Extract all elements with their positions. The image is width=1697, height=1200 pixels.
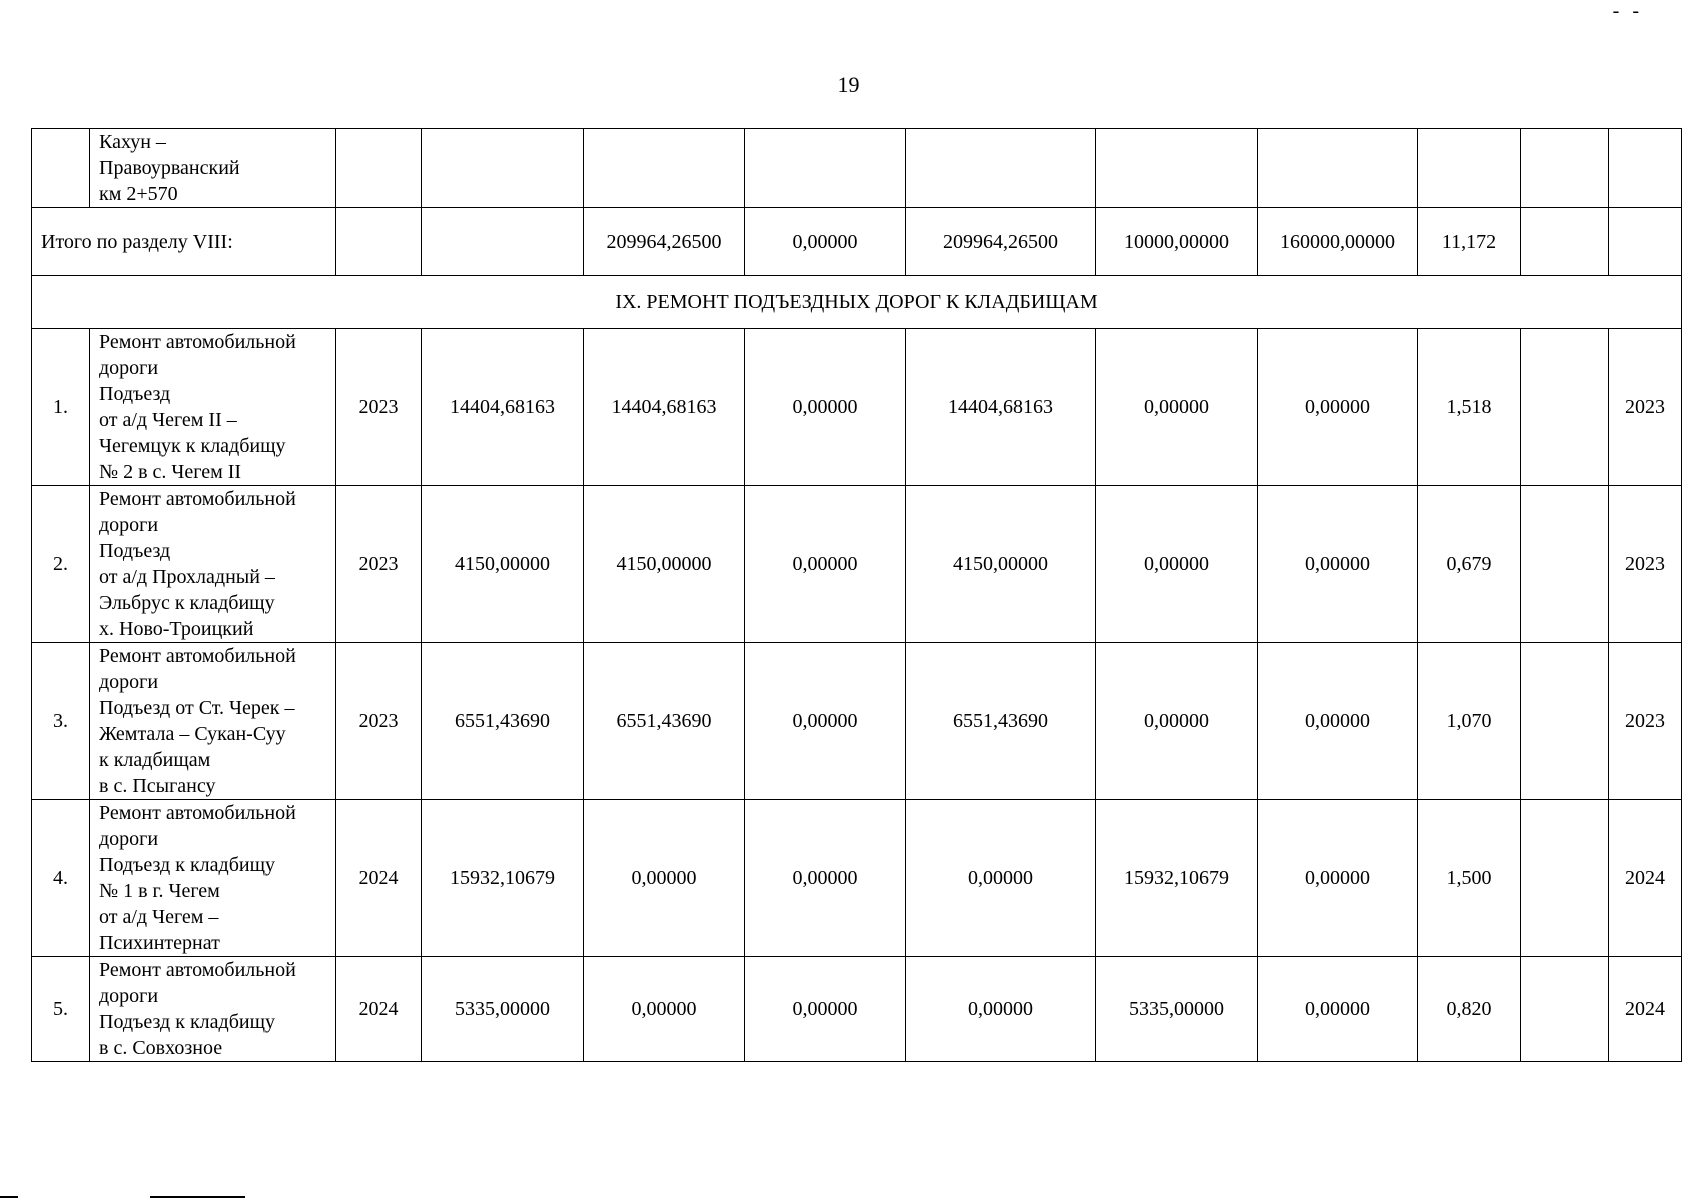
- total-cell: [336, 208, 422, 276]
- cell-year: 2023: [336, 486, 422, 643]
- table-row: [32, 329, 1682, 486]
- cell-empty: [1521, 800, 1609, 957]
- name-line: дороги: [99, 514, 159, 536]
- name-line: в с. Совхозное: [99, 1037, 223, 1059]
- table-row-total: [32, 208, 1682, 276]
- name-line: Психинтернат: [99, 932, 220, 954]
- total-cell: [1609, 208, 1682, 276]
- name-line: км 2+570: [99, 183, 178, 205]
- name-line: № 2 в с. Чегем II: [99, 461, 242, 483]
- cell-value: 0,00000: [745, 643, 906, 800]
- cell-value: 0,00000: [745, 957, 906, 1062]
- name-line: дороги: [99, 671, 159, 693]
- cell-value: 0,00000: [1258, 957, 1418, 1062]
- name-line: Ремонт автомобильной: [99, 959, 296, 981]
- cell-length: 1,070: [1418, 643, 1521, 800]
- cell-value: 14404,68163: [422, 329, 584, 486]
- name-line: х. Ново-Троицкий: [99, 618, 254, 640]
- cell-name: [90, 329, 336, 486]
- cell-value: 15932,10679: [422, 800, 584, 957]
- cell-empty: [1258, 129, 1418, 208]
- cell-year: 2023: [336, 643, 422, 800]
- name-line: Чегемцук к кладбищу: [99, 435, 286, 457]
- cell-value: 14404,68163: [906, 329, 1096, 486]
- corner-mark: - -: [1612, 0, 1643, 22]
- cell-num: [32, 129, 90, 208]
- total-cell: 0,00000: [745, 208, 906, 276]
- name-line: № 1 в г. Чегем: [99, 880, 220, 902]
- cell-length: 0,679: [1418, 486, 1521, 643]
- footnote-rule: [150, 1196, 245, 1198]
- cell-year: 2024: [336, 800, 422, 957]
- cell-end-year: 2024: [1609, 957, 1682, 1062]
- name-line: Подъезд от Ст. Черек –: [99, 697, 295, 719]
- cell-value: 0,00000: [1258, 800, 1418, 957]
- total-label: Итого по разделу VIII:: [32, 208, 336, 276]
- row-number: 2.: [32, 486, 90, 643]
- cell-year: 2023: [336, 329, 422, 486]
- total-cell: 209964,26500: [906, 208, 1096, 276]
- footnote-rule: [0, 1196, 18, 1198]
- cell-empty: [1418, 129, 1521, 208]
- cell-empty: [906, 129, 1096, 208]
- cell-value: 0,00000: [1258, 486, 1418, 643]
- cell-empty: [584, 129, 745, 208]
- name-line: Ремонт автомобильной: [99, 331, 296, 353]
- cell-empty: [1521, 486, 1609, 643]
- table-row: [32, 486, 1682, 643]
- cell-value: 0,00000: [745, 800, 906, 957]
- page-number: 19: [837, 72, 860, 97]
- cell-empty: [1521, 957, 1609, 1062]
- cell-value: 0,00000: [1096, 329, 1258, 486]
- cell-value: 4150,00000: [906, 486, 1096, 643]
- cell-value: 0,00000: [745, 329, 906, 486]
- works-table: [31, 128, 1682, 1062]
- total-cell: 11,172: [1418, 208, 1521, 276]
- name-line: от а/д Чегем II –: [99, 409, 237, 431]
- cell-end-year: 2024: [1609, 800, 1682, 957]
- section-title: IX. РЕМОНТ ПОДЪЕЗДНЫХ ДОРОГ К КЛАДБИЩАМ: [32, 276, 1682, 329]
- cell-empty: [1521, 129, 1609, 208]
- cell-length: 1,518: [1418, 329, 1521, 486]
- table-row: [32, 800, 1682, 957]
- cell-name: [90, 129, 336, 208]
- cell-value: 0,00000: [906, 957, 1096, 1062]
- name-line: Кахун –: [99, 131, 166, 153]
- cell-value: 0,00000: [584, 800, 745, 957]
- name-line: Подъезд: [99, 540, 171, 562]
- cell-end-year: 2023: [1609, 329, 1682, 486]
- cell-empty: [336, 129, 422, 208]
- cell-length: 1,500: [1418, 800, 1521, 957]
- name-line: Подъезд: [99, 383, 171, 405]
- cell-value: 0,00000: [1258, 329, 1418, 486]
- cell-value: 5335,00000: [422, 957, 584, 1062]
- name-line: Ремонт автомобильной: [99, 645, 296, 667]
- cell-value: 14404,68163: [584, 329, 745, 486]
- cell-value: 0,00000: [906, 800, 1096, 957]
- cell-value: 6551,43690: [584, 643, 745, 800]
- total-cell: 209964,26500: [584, 208, 745, 276]
- cell-empty: [1521, 329, 1609, 486]
- name-line: дороги: [99, 985, 159, 1007]
- name-line: Подъезд к кладбищу: [99, 854, 275, 876]
- row-number: 4.: [32, 800, 90, 957]
- cell-value: 15932,10679: [1096, 800, 1258, 957]
- table-row-continued: [32, 129, 1682, 208]
- cell-value: 6551,43690: [906, 643, 1096, 800]
- cell-name: [90, 486, 336, 643]
- cell-value: 0,00000: [1096, 486, 1258, 643]
- table-row: [32, 643, 1682, 800]
- cell-end-year: 2023: [1609, 486, 1682, 643]
- name-line: Эльбрус к кладбищу: [99, 592, 275, 614]
- cell-value: 0,00000: [1258, 643, 1418, 800]
- cell-name: [90, 643, 336, 800]
- cell-empty: [1096, 129, 1258, 208]
- total-cell: [1521, 208, 1609, 276]
- cell-value: 6551,43690: [422, 643, 584, 800]
- name-line: Подъезд к кладбищу: [99, 1011, 275, 1033]
- total-cell: 160000,00000: [1258, 208, 1418, 276]
- cell-name: [90, 957, 336, 1062]
- table-row-section: [32, 276, 1682, 329]
- name-line: Ремонт автомобильной: [99, 488, 296, 510]
- name-line: дороги: [99, 828, 159, 850]
- cell-value: 4150,00000: [584, 486, 745, 643]
- row-number: 3.: [32, 643, 90, 800]
- cell-empty: [745, 129, 906, 208]
- cell-year: 2024: [336, 957, 422, 1062]
- name-line: дороги: [99, 357, 159, 379]
- name-line: от а/д Прохладный –: [99, 566, 275, 588]
- name-line: в с. Псыгансу: [99, 775, 216, 797]
- name-line: Жемтала – Сукан-Суу: [99, 723, 286, 745]
- total-cell: 10000,00000: [1096, 208, 1258, 276]
- name-line: к кладбищам: [99, 749, 211, 771]
- cell-empty: [1609, 129, 1682, 208]
- cell-end-year: 2023: [1609, 643, 1682, 800]
- name-line: от а/д Чегем –: [99, 906, 219, 928]
- cell-value: 5335,00000: [1096, 957, 1258, 1062]
- cell-empty: [422, 129, 584, 208]
- name-line: Правоурванский: [99, 157, 240, 179]
- cell-value: 0,00000: [1096, 643, 1258, 800]
- cell-empty: [1521, 643, 1609, 800]
- cell-value: 0,00000: [584, 957, 745, 1062]
- table-row: [32, 957, 1682, 1062]
- cell-value: 0,00000: [745, 486, 906, 643]
- row-number: 1.: [32, 329, 90, 486]
- cell-name: [90, 800, 336, 957]
- name-line: Ремонт автомобильной: [99, 802, 296, 824]
- cell-value: 4150,00000: [422, 486, 584, 643]
- total-cell: [422, 208, 584, 276]
- cell-length: 0,820: [1418, 957, 1521, 1062]
- row-number: 5.: [32, 957, 90, 1062]
